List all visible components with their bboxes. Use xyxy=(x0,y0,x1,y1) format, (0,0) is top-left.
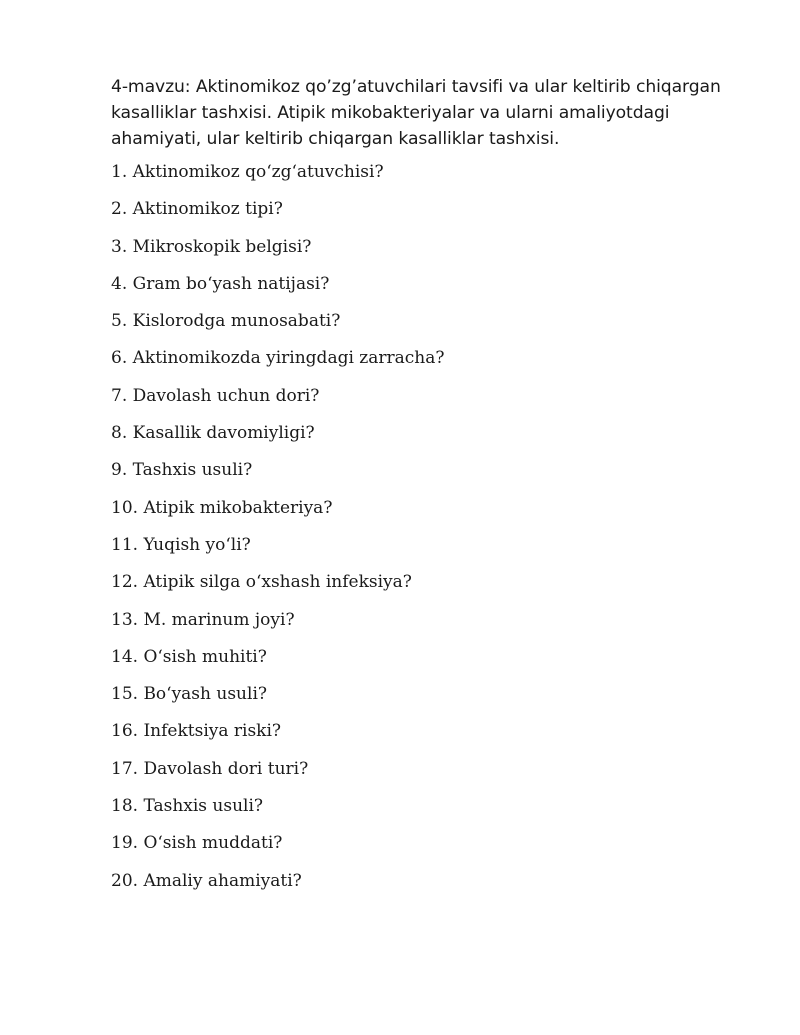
question-item: 19. O‘sish muddati? xyxy=(111,833,283,854)
question-item: 12. Atipik silga o‘xshash infeksiya? xyxy=(111,572,412,593)
question-list xyxy=(111,161,751,892)
question-item: 20. Amaliy ahamiyati? xyxy=(111,870,302,891)
question-item: 6. Aktinomikozda yiringdagi zarracha? xyxy=(111,348,445,369)
question-item: 7. Davolash uchun dori? xyxy=(111,385,320,406)
question-item: 17. Davolash dori turi? xyxy=(111,758,309,779)
question-item: 16. Infektsiya riski? xyxy=(111,721,282,742)
question-item: 1. Aktinomikoz qo‘zg‘atuvchisi? xyxy=(111,162,384,182)
question-item: 15. Bo‘yash usuli? xyxy=(111,684,267,705)
question-item: 11. Yuqish yo‘li? xyxy=(111,534,251,555)
document-page xyxy=(111,74,751,907)
question-item: 14. O‘sish muhiti? xyxy=(111,646,267,667)
question-item: 2. Aktinomikoz tipi? xyxy=(111,199,283,220)
question-item: 9. Tashxis usuli? xyxy=(111,460,253,481)
question-item: 3. Mikroskopik belgisi? xyxy=(111,236,312,257)
question-item: 13. M. marinum joyi? xyxy=(111,609,295,630)
question-item: 10. Atipik mikobakteriya? xyxy=(111,497,333,518)
question-item: 8. Kasallik davomiyligi? xyxy=(111,423,315,444)
question-item: 4. Gram bo‘yash natijasi? xyxy=(111,273,330,294)
topic-heading: 4-mavzu: Aktinomikoz qo’zg’atuvchilari tavsifi va ular keltirib chiqargan kasalliklar tashxisi. Atipik mikobakteriyalar va ularni amaliyotdagi ahamiyati, ular keltirib chiqargan kasalliklar tashxisi. xyxy=(111,77,721,149)
question-item: 18. Tashxis usuli? xyxy=(111,796,264,817)
question-item: 5. Kislorodga munosabati? xyxy=(111,311,341,332)
